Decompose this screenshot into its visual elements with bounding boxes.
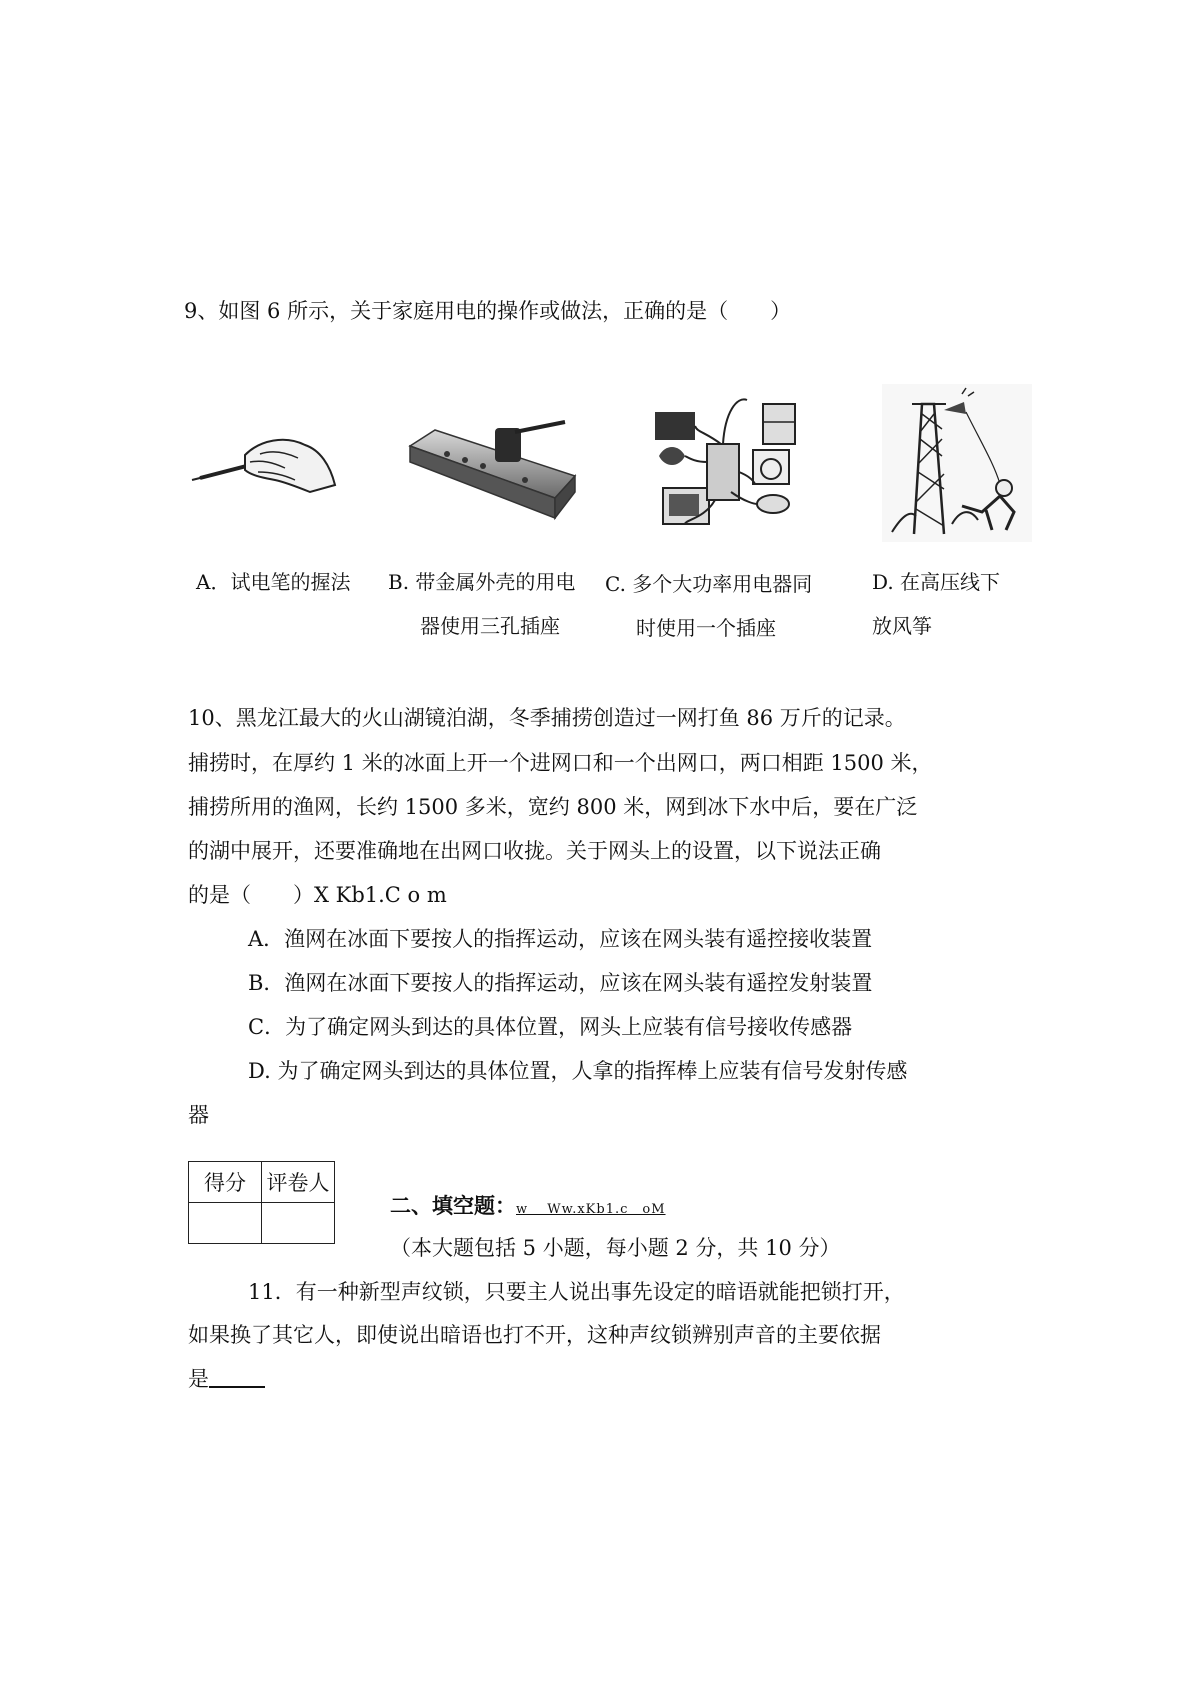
q10-option-b: B．渔网在冰面下要按人的指挥运动，应该在网头装有遥控发射装置 — [248, 971, 873, 995]
option-d-caption-cont: 放风筝 — [872, 614, 932, 638]
option-c-caption: C. 多个大功率用电器同 — [605, 572, 813, 596]
option-c-caption-cont: 时使用一个插座 — [636, 616, 776, 640]
grader-header: 评卷人 — [262, 1162, 335, 1203]
option-d-caption: D. 在高压线下 — [872, 570, 1001, 594]
option-b-caption: B. 带金属外壳的用电 — [388, 570, 576, 594]
grader-cell[interactable] — [262, 1203, 335, 1244]
answer-blank[interactable] — [209, 1364, 265, 1388]
q10-option-d-tail: 器 — [188, 1103, 209, 1127]
section-2-note: （本大题包括 5 小题，每小题 2 分，共 10 分） — [390, 1236, 841, 1260]
q10-option-a: A．渔网在冰面下要按人的指挥运动，应该在网头装有遥控接收装置 — [248, 927, 873, 951]
section-2-title: 二、填空题： — [390, 1194, 516, 1218]
score-table — [188, 1161, 335, 1244]
power-strip-plug-icon — [405, 418, 580, 523]
score-cell[interactable] — [189, 1203, 262, 1244]
watermark-text: w Ww.xKb1.c oM — [516, 1202, 666, 1217]
q10-line-4: 的湖中展开，还要准确地在出网口收拢。关于网头上的设置，以下说法正确 — [188, 839, 881, 863]
pen-holding-hand-icon — [190, 410, 350, 510]
q10-option-c: C．为了确定网头到达的具体位置，网头上应装有信号接收传感器 — [248, 1015, 853, 1039]
option-b-caption-cont: 器使用三孔插座 — [420, 614, 560, 638]
q11-line-2: 如果换了其它人，即使说出暗语也打不开，这种声纹锁辨别声音的主要依据 — [188, 1323, 881, 1347]
q10-line-5: 的是（ ）X Kb1.C o m — [188, 883, 447, 907]
q10-line-2: 捕捞时，在厚约 1 米的冰面上开一个进网口和一个出网口，两口相距 1500 米， — [188, 751, 933, 775]
q10-option-d: D. 为了确定网头到达的具体位置，人拿的指挥棒上应装有信号发射传感 — [248, 1059, 908, 1083]
q9-stem: 9、如图 6 所示，关于家庭用电的操作或做法，正确的是（ ） — [184, 299, 792, 323]
q10-line-1: 10、黑龙江最大的火山湖镜泊湖，冬季捕捞创造过一网打鱼 86 万斤的记录。 — [188, 706, 906, 730]
score-header: 得分 — [189, 1162, 262, 1203]
q10-line-3: 捕捞所用的渔网，长约 1500 多米，宽约 800 米，网到冰下水中后，要在广泛 — [188, 795, 918, 819]
q11-line-1: 11．有一种新型声纹锁，只要主人说出事先设定的暗语就能把锁打开， — [248, 1280, 905, 1304]
section-2-heading — [390, 1190, 666, 1220]
overloaded-socket-appliances-icon — [645, 392, 810, 532]
q11-line-3 — [188, 1364, 265, 1394]
q11-line-3-text: 是 — [188, 1367, 209, 1391]
option-a-caption: A．试电笔的握法 — [196, 570, 351, 594]
kite-under-power-line-icon — [882, 384, 1032, 542]
